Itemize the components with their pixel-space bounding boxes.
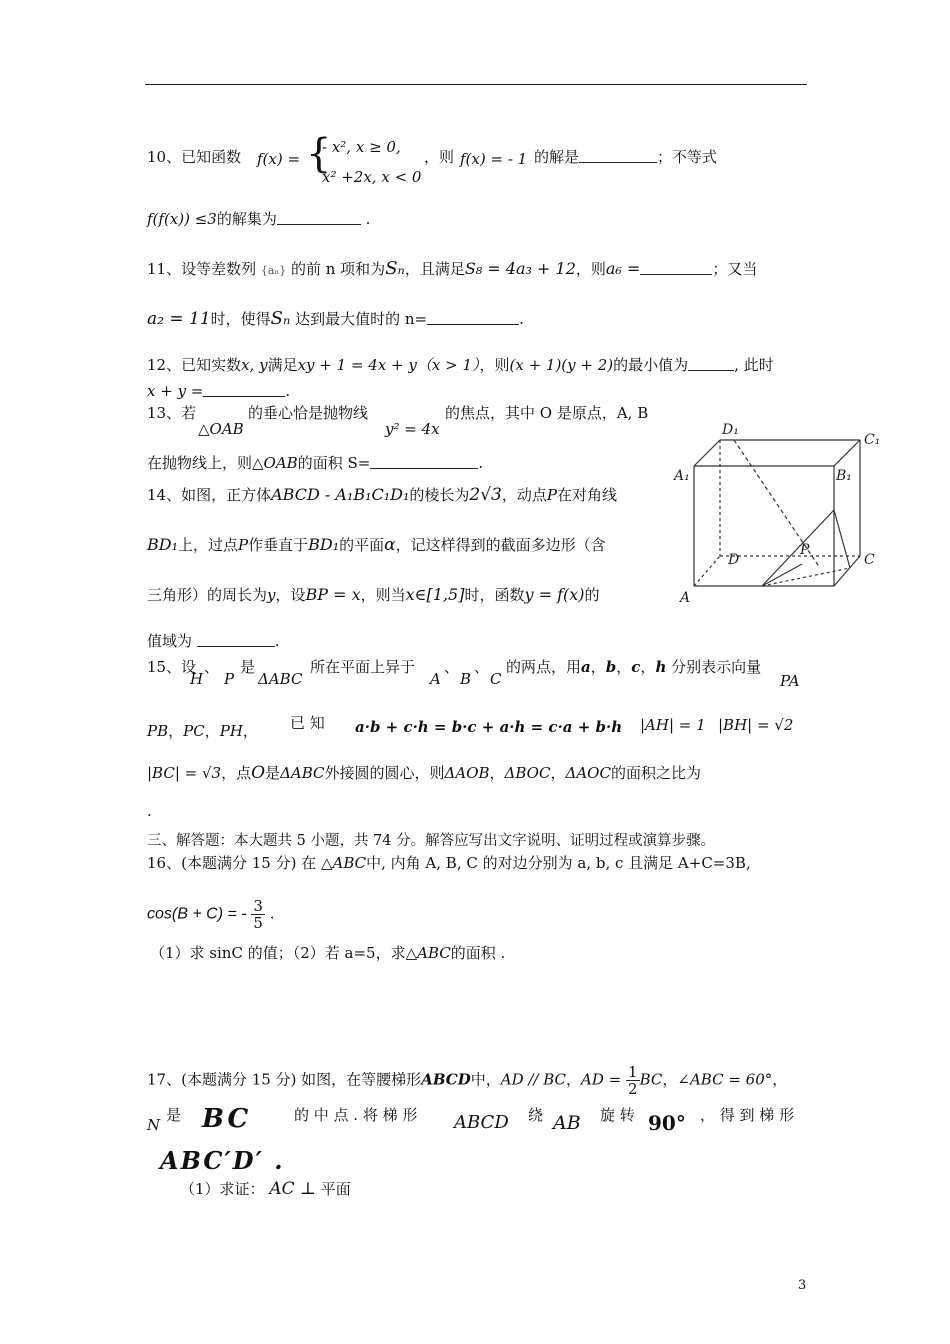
q17-f: 绕 <box>528 1106 544 1124</box>
q15-dot: a·b + c·h = b·c + a·h = c·a + b·h <box>355 718 623 736</box>
edge-b1c1 <box>834 440 860 466</box>
q15-line3: |BC| = √3，点O是ΔABC外接圆的圆心，则ΔAOB，ΔBOC，ΔAOC的面积之比为 <box>147 763 701 783</box>
q13-tri: △OAB <box>198 420 244 438</box>
q15-line1: 15、设 <box>147 658 197 676</box>
q10-eq: f(x) = - 1 <box>460 150 528 168</box>
label-b1: B₁ <box>836 468 852 484</box>
q17-d: 是 <box>166 1106 182 1124</box>
q15-A: A <box>430 670 441 688</box>
q14-line4: 值域为 . <box>147 632 280 650</box>
q11-line2: a₂ = 11时，使得Sₙ 达到最大值时的 n= . <box>147 308 524 329</box>
edge-bc <box>834 556 860 586</box>
q16-subq: （1）求 sinC 的值；（2）若 a=5，求△ABC的面积 . <box>150 944 506 962</box>
q17-g: 旋 转 <box>600 1106 635 1124</box>
page-number: 3 <box>798 1278 807 1293</box>
q17-e: 的 中 点 . 将 梯 形 <box>294 1106 418 1124</box>
q15-PA: PA <box>780 672 800 690</box>
q13-blank[interactable] <box>370 454 478 469</box>
q13-b: 的垂心恰是抛物线 <box>248 404 369 422</box>
section-heading: 三、解答题：本大题共 5 小题，共 74 分。解答应写出文字说明、证明过程或演算步骤。 <box>147 833 716 849</box>
q16-line1: 16、(本题满分 15 分) 在 △ABC中, 内角 A, B, C 的对边分别为 a, b, c 且满足 A+C=3B, <box>147 854 751 872</box>
q14-line1: 14、如图，正方体ABCD - A₁B₁C₁D₁的棱长为2√3，动点P在对角线 <box>147 485 617 505</box>
q16-fraction: $\frac{3}{5}$ <box>253 897 263 932</box>
label-a: A <box>680 590 691 606</box>
q13-a: 13、若 <box>147 404 197 422</box>
q14-line3: 三角形）的周长为y，设BP = x，则当x∈[1,5]时，函数y = f(x)的 <box>147 585 600 604</box>
q15-ah: |AH| = 1 <box>640 716 706 734</box>
q11-blank1[interactable] <box>640 260 712 275</box>
q10-prefix: 10、已知函数 <box>147 148 242 166</box>
q15-sep2: 、 <box>444 658 460 676</box>
q17-N: N <box>147 1116 161 1134</box>
q13-par: y² = 4x <box>385 420 440 438</box>
q17-fraction: $\frac{1}{2}$ <box>628 1063 638 1098</box>
edge-a1d1 <box>694 440 720 466</box>
q15-known: 已 知 <box>290 714 325 732</box>
q15-c: 所在平面上异于 <box>310 658 416 676</box>
q13-c: 的焦点，其中 O 是原点，A, B <box>445 404 649 422</box>
q11-blank2[interactable] <box>427 310 519 325</box>
cube-figure <box>672 418 892 614</box>
q16-line2: cos(B + C) = - $\frac{3}{5}$ . <box>147 897 275 932</box>
q10-case1: - x², x ≥ 0, <box>322 138 401 156</box>
q17-h: ， 得 到 梯 形 <box>700 1106 795 1124</box>
q17-subq: （1）求证： AC ⊥ 平面 <box>180 1179 351 1199</box>
section-edge-2 <box>834 510 850 568</box>
q15-tri: ΔABC <box>258 670 303 688</box>
q15-C: C <box>490 670 502 688</box>
section-edge-4 <box>762 564 802 586</box>
q12-line1: 12、已知实数x, y满足xy + 1 = 4x + y（x > 1），则(x + 1)(y + 2)的最小值为 , 此时 <box>147 356 774 374</box>
q15-d: 的两点，用a，b，c，h 分别表示向量 <box>506 658 762 676</box>
header-rule <box>145 84 807 85</box>
label-c1: C₁ <box>864 432 881 448</box>
q15-p: P <box>224 670 235 688</box>
q17-line1: 17、(本题满分 15 分) 如图，在等腰梯形ABCD中，AD // BC，AD = $\frac{1}{2}$ BC，∠ABC = 60°， <box>147 1063 788 1098</box>
q10-brace: { <box>306 131 332 177</box>
q12-blank1[interactable] <box>688 356 734 371</box>
q17-BC: BC <box>202 1104 252 1134</box>
q15-h: H <box>190 670 204 688</box>
section-edge-1 <box>762 510 834 586</box>
q12-line2: x + y = . <box>147 382 291 400</box>
q11-line1: 11、设等差数列 {aₙ} 的前 n 项和为Sₙ，且满足S₈ = 4a₃ + 12，则a₆ = ；又当 <box>147 258 758 279</box>
label-c: C <box>864 552 875 568</box>
edge-ad <box>694 556 720 586</box>
label-d1: D₁ <box>722 422 739 438</box>
q10-blank1[interactable] <box>579 148 657 163</box>
q10-then: ，则 <box>424 148 455 166</box>
label-d: D <box>728 552 740 568</box>
q17-deg: 90° <box>648 1111 686 1135</box>
q15-bh: |BH| = √2 <box>718 716 794 734</box>
q13-line2: 在抛物线上，则△OAB的面积 S= . <box>147 454 484 472</box>
q17-abcd2: ABCD <box>454 1112 509 1133</box>
q10-blank2[interactable] <box>277 210 361 225</box>
label-a1: A₁ <box>674 468 690 484</box>
q14-blank[interactable] <box>197 632 275 647</box>
q12-blank2[interactable] <box>203 382 285 397</box>
q17-new: ABC′D′ . <box>160 1146 285 1175</box>
q15-line2: PB，PC，PH， <box>147 722 258 740</box>
q15-sep1: 、 <box>204 658 220 676</box>
q15-B: B <box>460 670 472 688</box>
q10-line2: f(f(x)) ≤3的解集为 . <box>147 210 371 228</box>
q10-sol: 的解是 ；不等式 <box>534 148 718 166</box>
q10-fx: f(x) = <box>257 150 301 168</box>
q14-line2: BD₁上，过点P作垂直于BD₁的平面α，记这样得到的截面多边形（含 <box>147 535 606 555</box>
q10-case2: x² +2x, x < 0 <box>322 168 422 186</box>
q10-line1 <box>147 146 241 168</box>
q15-b: 是 <box>240 658 256 676</box>
q15-sep3: 、 <box>474 658 490 676</box>
q17-AB: AB <box>553 1112 581 1134</box>
q15-end: . <box>147 802 152 820</box>
label-p: P <box>800 542 810 558</box>
